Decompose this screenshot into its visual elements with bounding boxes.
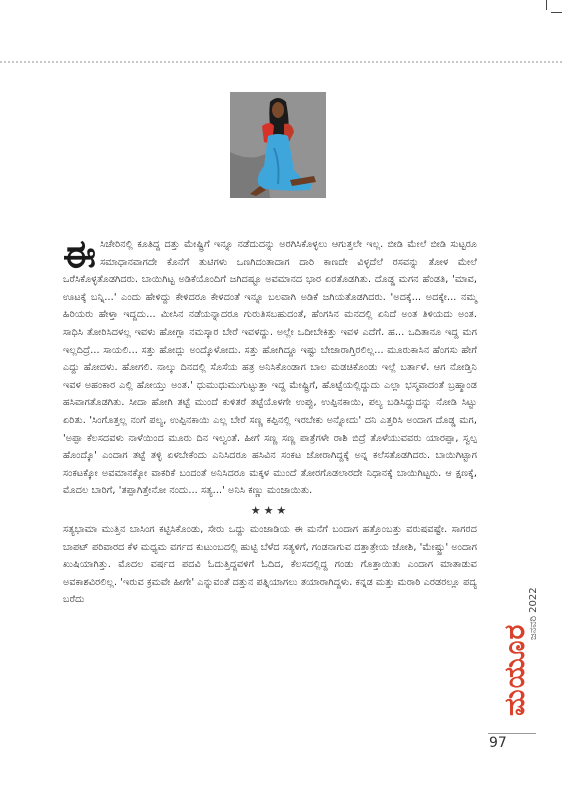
drop-cap: ಈ: [63, 232, 97, 276]
page-number: 97: [489, 735, 507, 751]
paragraph-text: ಸಿಚೇರಿನಲ್ಲಿ ಕೂತಿದ್ದ ದತ್ತು ಮೇಷ್ಟ್ರಿಗೆ ಇನ್ನೂ ನಡೆದುದನ್ನು ಅರಗಿಸಿಕೊಳ್ಳಲು ಆಗುತ್ತಲೇ ಇಲ್ಲ. ಬೀಡಿ ಮೇಲೆ ಬೀಡಿ ಸುಟ್ಟರೂ ಸಮಾಧಾನವಾಗದೇ ಕೊನೆಗೆ ತುಟಿಗಳು ಒಣಗಿದಂತಾದಾಗ ದಾರಿ ಕಾಣದೇ ವಿಳ್ಳದೆಲೆ ರಸವನ್ನು ತೋಳ ಮೇಲೆ ಒರೆಸಿಕೊಳ್ಳತೊಡಗಿದರು. ಬಾಯಿಗಿಟ್ಟ ಅಡಿಕೆಯೊಂದಿಗೆ ಜಗಿದಷ್ಟೂ ಅವಮಾನದ ಭಾರ ಏರತೊಡಗಿತು. ದೊಡ್ಡ ಮಗನ ಹೆಂಡತಿ, 'ಮಾವ, ಊಟಕ್ಕೆ ಬನ್ನಿ...' ಎಂದು ಹೇಳಿದ್ದು ಕೇಳಿದರೂ ಕೇಳದಂತೆ ಇನ್ನೂ ಬಲವಾಗಿ ಅಡಿಕೆ ಜಗಿಯತೊಡಗಿದರು. 'ಅದಕ್ಕೆ... ಅದಕ್ಕೇ... ನಮ್ಮ ಹಿರಿಯರು ಹೇಳ್ತಾ ಇದ್ದದು... ಮೀಸಿನ ನಡೆಯನ್ನಾದರೂ ಗುರುತಿಸಬಹುದಂತೆ, ಹೆಂಗಸಿನ ಮನದಲ್ಲಿ ಏನಿದೆ ಅಂತ ತಿಳಿಯದು ಅಂತ. ಸಾಧಿಸಿ ತೋರಿಸಿದಳಲ್ಲ ಇವಳು ಹೋಗ್ಲಾ ನಮಸ್ಕಾರ ಬೇರೆ ಇವಳದ್ದು. ಅಲ್ಲೇ ಒದೀಬೇಕಿತ್ತು ಇವಳ ಎದೆಗೆ. ಹ... ಒದಿತಾನೂ ಇದ್ದ ಮಗ ಇಲ್ಲದಿದ್ರೆ... ಸಾಯಲಿ... ಸತ್ತು ಹೋದ್ಲು ಅಂದ್ಕೊಳೋದು. ಸತ್ತು ಹೋಗಿದ್ದೂ ಇಷ್ಟು ಬೇಜಾರಾಗ್ತಿರಲಿಲ್ಲ... ಮೂರುಕಾಸಿನ ಹೆಂಗಸು ಹೇಗೆ ಎದ್ದು ಹೋದಳು. ಹೋಗಲಿ. ನಾಲ್ಕು ದಿನದಲ್ಲಿ ಸೊಸೆಯ ಹತ್ರ ಅನಿಸಿಕೊಂಡಾಗ ಬಾಲ ಮಡಚಿಕೊಂಡು ಇಲ್ಲೆ ಬರ್ತಾಳೆ. ಆಗ ನೋಡ್ತಿನಿ ಇವಳ ಅಹಂಕಾರ ಎಲ್ಲಿ ಹೋಯ್ತು ಅಂತ.' ಧುಮುಧುಮುಗುಟ್ಟುತ್ತಾ ಇದ್ದ ಮೇಷ್ಟ್ರಿಗೆ, ಹೊಟ್ಟೆಯಲ್ಲಿದ್ದುದು ಎಲ್ಲಾ ಭಸ್ಮವಾದಂತೆ ಬ್ರಹ್ಮಾಂಡ ಹಸಿವಾಗತೊಡಗಿತು. ಸೀದಾ ಹೋಗಿ ತಟ್ಟೆ ಮುಂದೆ ಕುಳಿತರೆ ತಟ್ಟೆಯೊಳಗೇ ಉಪ್ಪು, ಉಪ್ಪಿನಕಾಯಿ, ಪಲ್ಯ ಬಡಿಸಿದ್ದುದನ್ನು ನೋಡಿ ಸಿಟ್ಟು ಏರಿತು. 'ಸಿಂಗೊತ್ತಲ್ಲ ನಂಗೆ ಪಲ್ಯ, ಉಪ್ಪಿನಕಾಯಿ ಎಲ್ಲ ಬೇರೆ ಸಣ್ಣ ಕಪ್ಪಿನಲ್ಲಿ ಇರಬೇಕು ಅನ್ನೋದು' ದನಿ ಎತ್ತರಿಸಿ ಅಂದಾಗ ದೊಡ್ಡ ಮಗ, 'ಅಪ್ಪಾ ಕೆಲಸದವಳು ನಾಳೆಯಿಂದ ಮೂರು ದಿನ ಇಲ್ವಂತೆ. ಹೀಗೆ ಸಣ್ಣ ಸಣ್ಣ ಪಾತ್ರೆಗಳೇ ರಾಶಿ ಬಿದ್ರೆ ತೊಳೆಯುವವರು ಯಾರಪ್ಪಾ, ಸ್ವಲ್ಪ ಹೊಂದ್ಕೊ' ಎಂದಾಗ ತಟ್ಟೆ ತಳ್ಳಿ ಏಳಬೇಕೆಂದು ಎನಿಸಿದರೂ ಹಸಿವಿನ ಸಂಕಟ ಜೋರಾಗಿದ್ದಕ್ಕೆ ಅನ್ನ ಕಲೆಸತೊಡಗಿದರು. ಬಾಯಿಗಿಟ್ಟಾಗ ಸಂಕಟಕ್ಕೋ ಅವಮಾನಕ್ಕೋ ವಾಕರಿಕೆ ಬಂದಂತೆ ಅನಿಸಿದರೂ ಮಕ್ಕಳ ಮುಂದೆ ತೋರಗೊಡಲಾರದೇ ನಿಧಾನಕ್ಕೆ ಬಾಯಿಗಿಟ್ಟರು. ಆ ಕ್ಷಣಕ್ಕೆ, ಮೊದಲ ಬಾರಿಗೆ, 'ತಪ್ಪಾಗಿತ್ತೇನೋ ನಂದು... ಸತ್ಯ...' ಅನಿಸಿ ಕಣ್ಣು ಮಂಜಾಯಿತು.: [63, 239, 477, 497]
crop-mark: [546, 0, 547, 10]
issue-date: ಜನವರಿ 2022: [528, 587, 539, 640]
article-paragraph: [63, 232, 477, 500]
top-dotted-rule: [0, 61, 562, 63]
page-number-rule: [488, 733, 536, 734]
article-body: [63, 232, 477, 609]
article-paragraph: ಸತ್ಯಭಾಮಾ ಮುತ್ತಿನ ಬಾಸಿಂಗ ಕಟ್ಟಿಸಿಕೊಂಡು, ಸೇರು ಒದ್ದು ಮಂಜಾಡಿಯ ಈ ಮನೆಗೆ ಬಂದಾಗ ಹತ್ತೊಂಬತ್ತು ವರುಷವಷ್ಟೇ. ಸಾಗರದ ಬಾಪಟ್ ಪರಿವಾರದ ಕೆಳ ಮಧ್ಯಮ ವರ್ಗದ ಕುಟುಂಬದಲ್ಲಿ ಹುಟ್ಟಿ ಬೆಳೆದ ಸತ್ಯಳಿಗೆ, ಗಂಡನಾಗುವ ದತ್ತಾತ್ರೇಯ ಜೋಶಿ, 'ಮೇಷ್ಟ್ರು' ಅಂದಾಗ ಖುಷಿಯಾಗಿತ್ತು. ಮೊದಲ ವರ್ಷದ ಪದವಿ ಓದುತ್ತಿದ್ದವಳಿಗೆ ಓದಿದ, ಕೆಲಸದಲ್ಲಿದ್ದ ಗಂಡು ಗೊತ್ತಾಯಿತು ಎಂದಾಗ ಮಾತಾಡುವ ಅವಕಾಶವಿರಲಿಲ್ಲ. 'ಇರುವ ಕ್ರಮವೇ ಹೀಗೇ' ಎನ್ನುವಂತೆ ದತ್ತುನ ಪತ್ನಿಯಾಗಲು ತಯಾರಾಗಿದ್ದಳು. ಕನ್ನಡ ಮತ್ತು ಮರಾಠಿ ಎರಡರಲ್ಲೂ ಪದ್ಯ ಬರೆದು: [63, 523, 477, 606]
section-separator: ★★★: [250, 503, 290, 517]
story-illustration: [230, 92, 326, 198]
crop-mark: [551, 12, 562, 13]
magazine-logo: ಮಯೂರ: [498, 623, 531, 716]
